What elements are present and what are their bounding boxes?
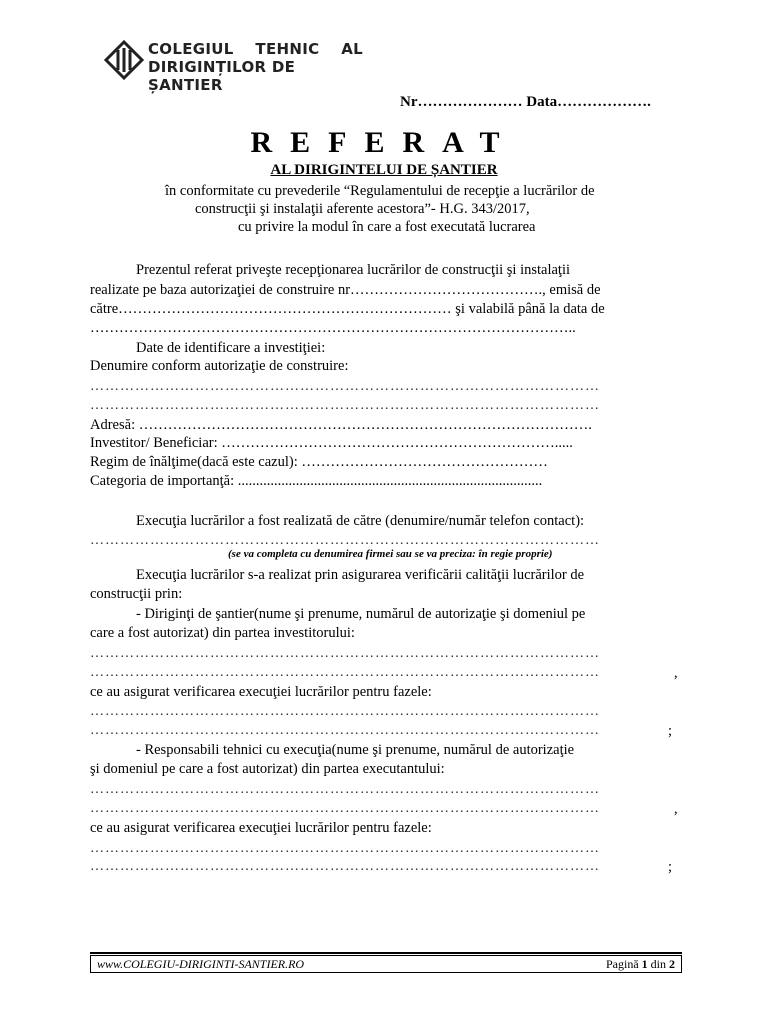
body-line-14: - Diriginţi de şantier(nume şi prenume, numărul de autorizaţie şi domeniul pe	[136, 606, 586, 622]
body-line-15: care a fost autorizat) din partea investitorului:	[90, 625, 355, 641]
footer-website: www.COLEGIU-DIRIGINTI-SANTIER.RO	[97, 957, 305, 971]
dotted-line: …………………………………………………………………………………………	[90, 533, 600, 548]
body-line-6: Denumire conform autorizaţie de construire:	[90, 358, 349, 374]
body-line-8: Investitor/ Beneficiar: …………………………………………………………….....	[90, 435, 573, 451]
dotted-line: …………………………………………………………………………………………	[90, 841, 600, 856]
body-line-17: - Responsabili tehnici cu execuţia(nume şi prenume, numărul de autorizaţie	[136, 742, 575, 758]
logo	[104, 40, 374, 94]
semicolon-mark: ;	[668, 723, 673, 739]
comma-mark: ,	[674, 801, 678, 817]
body-line-7: Adresă: ………………………………………………………………………………….	[90, 417, 592, 433]
body-line-5: Date de identificare a investiţiei:	[136, 340, 326, 356]
dotted-line: …………………………………………………………………………………………	[90, 398, 600, 413]
page-total: 2	[669, 957, 675, 971]
dotted-line: …………………………………………………………………………………………	[90, 801, 600, 816]
dotted-line: …………………………………………………………………………………………	[90, 782, 600, 797]
document-title: REFERAT	[250, 126, 518, 159]
dotted-line: …………………………………………………………………………………………	[90, 665, 600, 680]
page-footer	[90, 955, 682, 973]
body-line-18: şi domeniul pe care a fost autorizat) din partea executantului:	[90, 761, 445, 777]
body-line-19: ce au asigurat verificarea execuţiei lucrărilor pentru fazele:	[90, 820, 432, 836]
logo-word-3: AL	[341, 40, 363, 58]
body-line-16: ce au asigurat verificarea execuţiei lucrărilor pentru fazele:	[90, 684, 432, 700]
nr-data-field: Nr………………… Data……………….	[400, 94, 651, 110]
logo-word-1: COLEGIUL	[148, 40, 234, 58]
body-line-3: către…………………………………………………………… şi valabilă până la data de	[90, 301, 605, 317]
logo-text	[148, 40, 374, 94]
dotted-line: …………………………………………………………………………………………	[90, 379, 600, 394]
body-line-9: Regim de înălţime(dacă este cazul): ……………………………………………	[90, 454, 548, 470]
dotted-line: …………………………………………………………………………………………	[90, 859, 600, 874]
body-line-1: Prezentul referat priveşte recepţionarea lucrărilor de construcţii şi instalaţii	[136, 262, 571, 278]
body-line-2: realizate pe baza autorizaţiei de construire nr…………………………………., emisă de	[90, 282, 601, 298]
logo-mark-icon	[104, 40, 144, 80]
footer-rule	[90, 952, 682, 954]
body-line-13: construcţii prin:	[90, 586, 183, 602]
intro-line-2: construcţii şi instalaţii aferente acestora”- H.G. 343/2017,	[195, 201, 530, 217]
dotted-line: …………………………………………………………………………………………	[90, 704, 600, 719]
page-prefix: Pagină	[605, 957, 642, 971]
page-mid: din	[647, 957, 669, 971]
page-current: 1	[641, 957, 648, 971]
footer-page-number	[606, 956, 675, 972]
logo-line-2: DIRIGINȚILOR DE ȘANTIER	[148, 58, 296, 94]
body-line-12: Execuţia lucrărilor s-a realizat prin asigurarea verificării calităţii lucrărilor de	[136, 567, 585, 583]
document-subtitle: AL DIRIGINTELUI DE ȘANTIER	[270, 162, 498, 178]
dotted-line: …………………………………………………………………………………………	[90, 646, 600, 661]
intro-line-3: cu privire la modul în care a fost executată lucrarea	[238, 219, 536, 235]
body-line-11: Execuţia lucrărilor a fost realizată de către (denumire/număr telefon contact):	[136, 513, 585, 529]
dotted-line: …………………………………………………………………………………………	[90, 723, 600, 738]
logo-word-2: TEHNIC	[255, 40, 320, 58]
body-line-10: Categoria de importanţă: ....................................................................................	[90, 473, 543, 489]
semicolon-mark: ;	[668, 859, 673, 875]
note-text: (se va completa cu denumirea firmei sau se va preciza: în regie proprie)	[228, 548, 553, 560]
body-line-4: ………………………………………………………………………………………..	[90, 320, 576, 336]
comma-mark: ,	[674, 665, 678, 681]
intro-line-1: în conformitate cu prevederile “Regulamentului de recepţie a lucrărilor de	[165, 183, 595, 199]
